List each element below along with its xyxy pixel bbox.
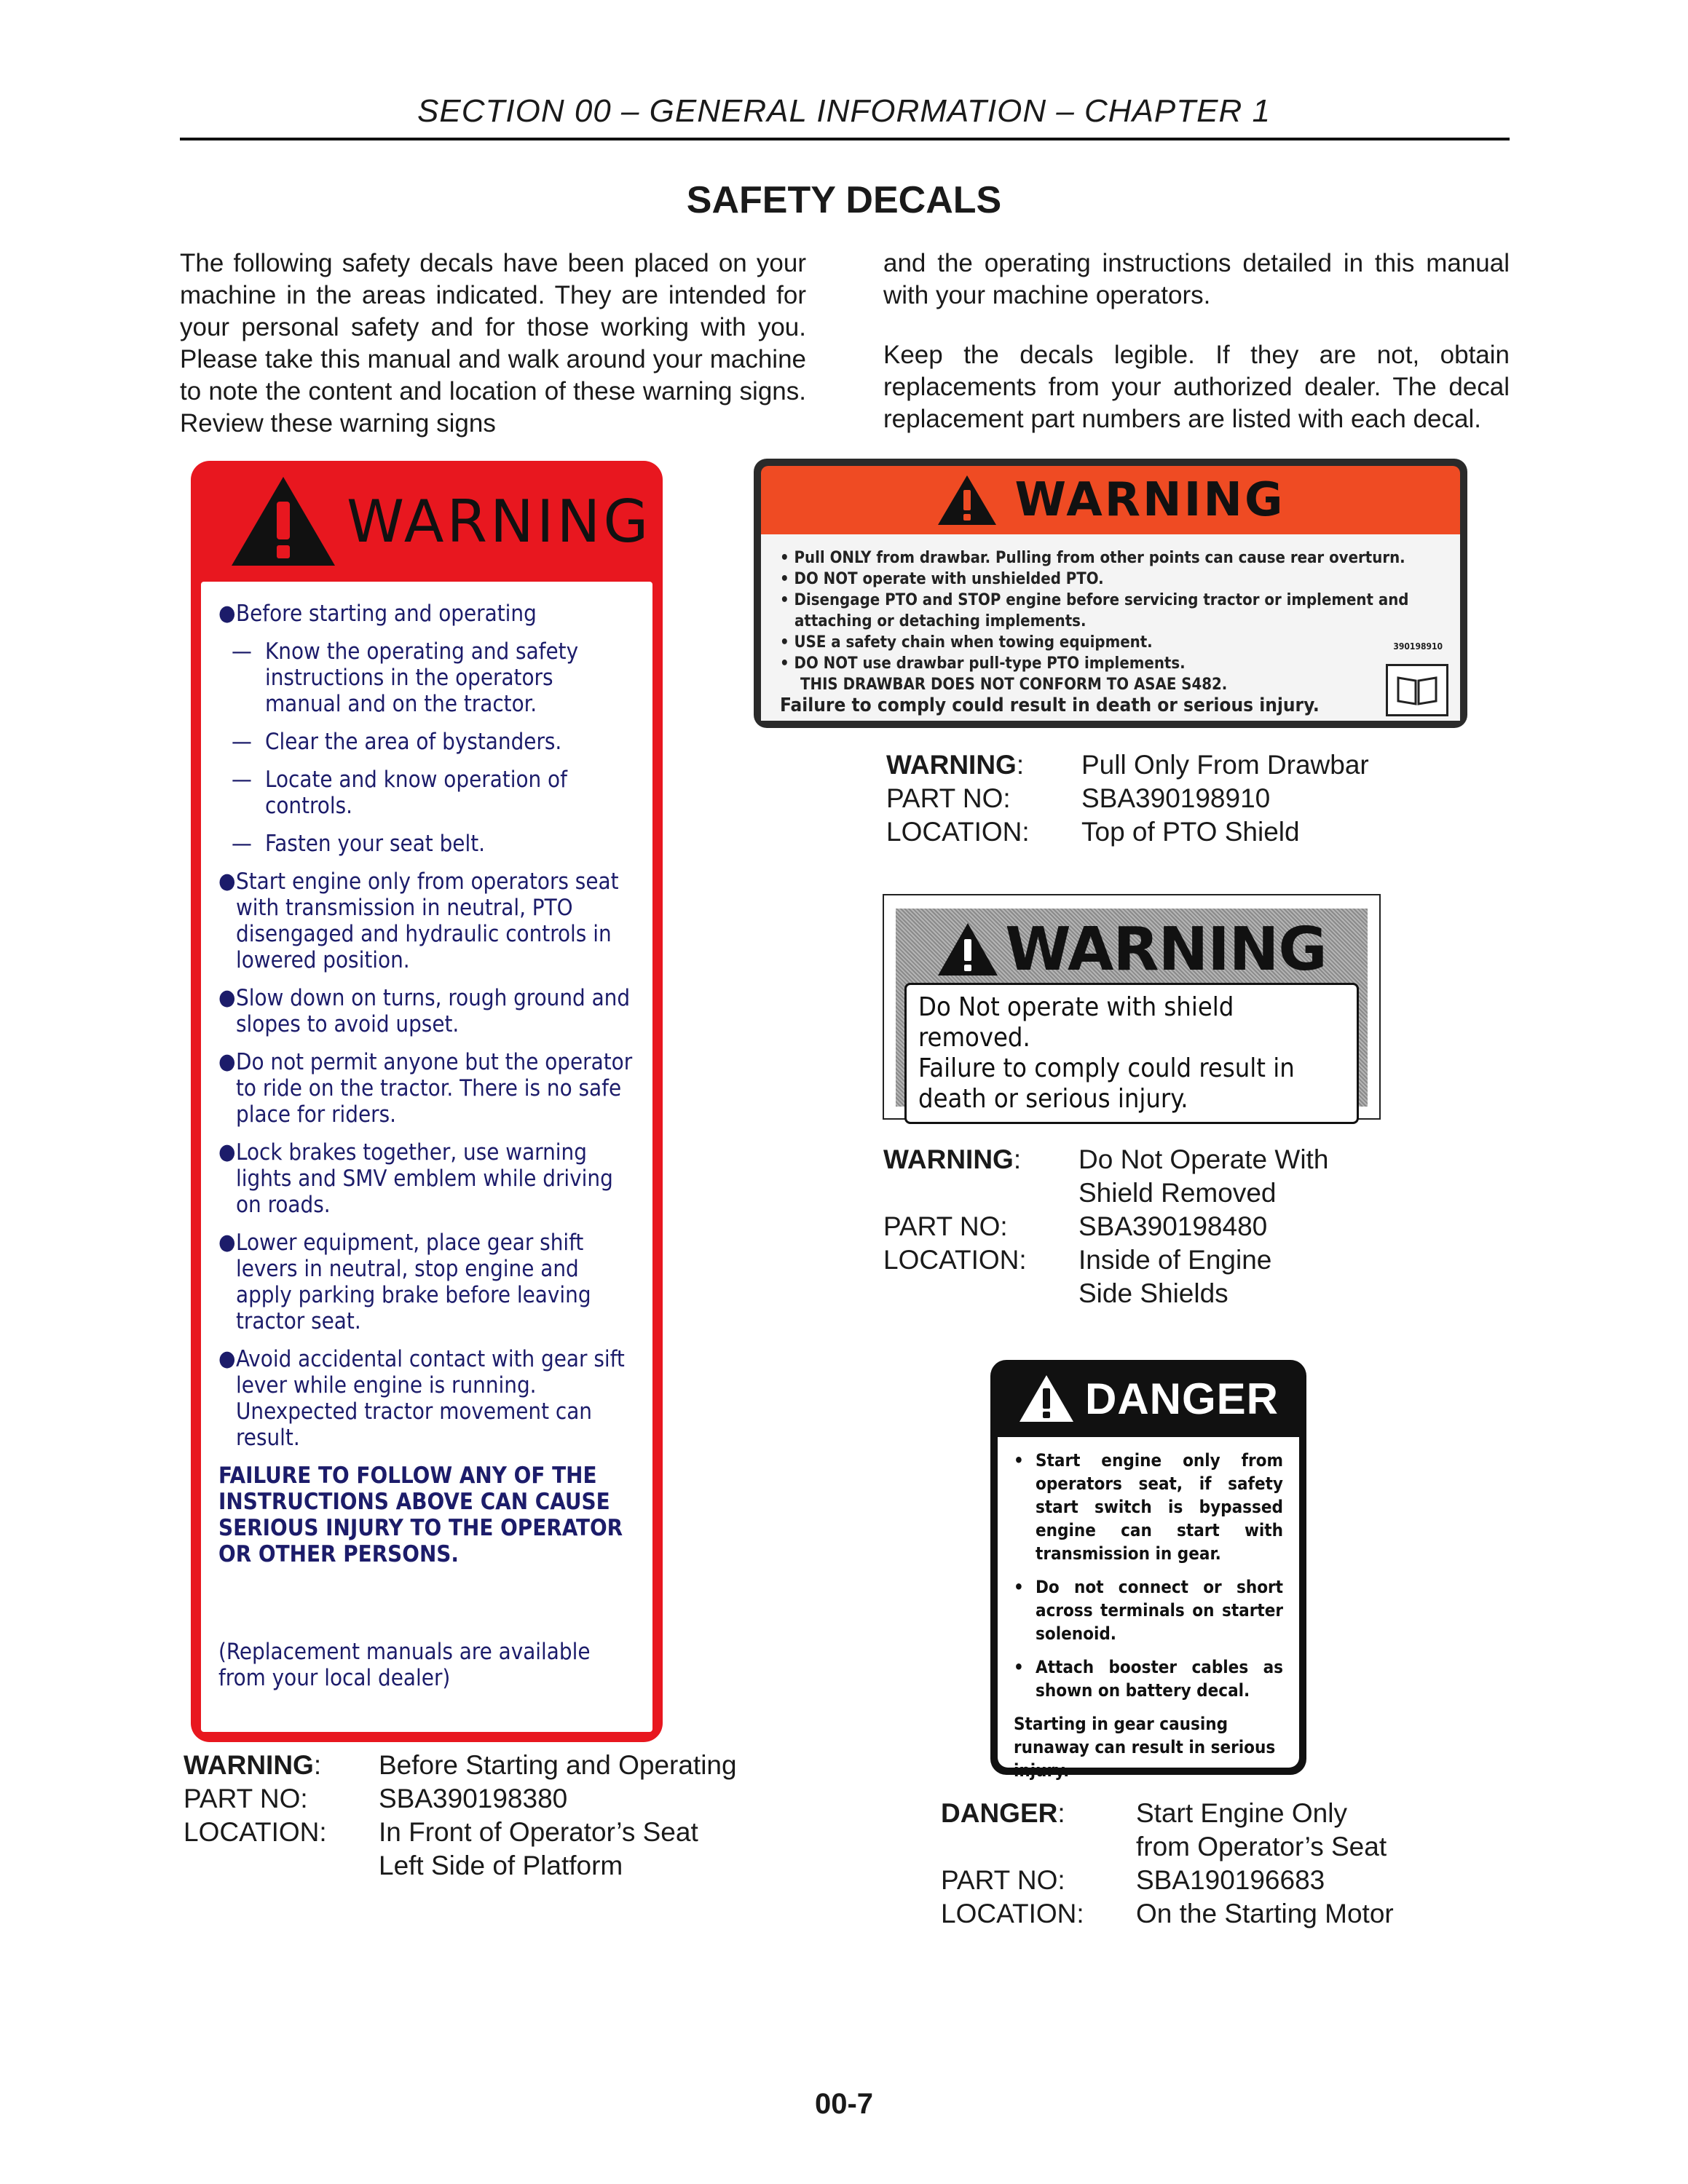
bullet-icon: ● [218,1230,236,1255]
bullet-icon: ● [218,1139,236,1165]
decal-item: Do not connect or short across terminals on starter solenoid. [1036,1577,1283,1644]
caption-label: LOCATION: [886,817,1030,847]
decal-line: • Disengage PTO and STOP engine before servicing tractor or implement and [780,591,1409,609]
caption-value: SBA190196683 [1136,1865,1325,1895]
decal-item: Lower equipment, place gear shift levers in neutral, stop engine and apply parking brake before leaving tractor seat. [236,1230,591,1334]
warning-triangle-icon [1018,1374,1075,1423]
caption-before-starting: WARNING: Before Starting and Operating PART NO: SBA390198380 LOCATION: In Front of Operator’s Seat Left Side of Platform [184,1749,810,1883]
decal-item: Start engine only from operators seat with transmission in neutral, PTO disengaged and hydraulic controls in lowered position. [236,869,619,973]
caption-value: SBA390198380 [379,1784,568,1813]
warning-triangle-icon [936,474,998,526]
intro-paragraph-continued: and the operating instructions detailed in this manual with your machine operators. [883,249,1510,309]
caption-label: WARNING [886,750,1017,780]
decal-line: death or serious injury. [918,1084,1188,1114]
decal-line: • Pull ONLY from drawbar. Pulling from other points can cause rear overturn. [780,549,1405,567]
decal-sub-item: Know the operating and safety instructions in the operators manual and on the tractor. [265,638,579,717]
decal-signal-word: DANGER [1084,1374,1279,1423]
intro-right-column [883,248,1510,435]
caption-pull-drawbar: WARNING: Pull Only From Drawbar PART NO: SBA390198910 LOCATION: Top of PTO Shield [886,748,1513,849]
decal-before-starting [191,461,663,1742]
decal-sub-item: Fasten your seat belt. [265,831,485,857]
decal-line: Failure to comply could result in [918,1053,1295,1083]
decal-header [998,1360,1299,1437]
caption-value: Start Engine Only [1136,1798,1347,1828]
decal-line: • DO NOT use drawbar pull-type PTO implements. [780,654,1186,673]
caption-value: from Operator’s Seat [1136,1832,1387,1861]
section-header: SECTION 00 – GENERAL INFORMATION – CHAPTER 1 [417,93,1271,129]
page-number: 00-7 [814,2088,874,2120]
bullet-icon: • [1014,1577,1024,1597]
decal-body [201,582,652,1732]
header-rule [180,138,1510,141]
caption-value: SBA390198910 [1081,783,1271,813]
caption-value: Left Side of Platform [379,1851,623,1880]
bullet-icon: • [1014,1657,1024,1677]
decal-line: Do Not operate with shield removed. [918,992,1234,1053]
dash-icon: — [232,729,252,755]
caption-start-engine: DANGER: Start Engine Only from Operator’s Seat PART NO: SBA190196683 LOCATION: On the Starting Motor [941,1797,1523,1931]
intro-paragraph: The following safety decals have been placed on your machine in the areas indicated. They are intended for your personal safety and for those working with you. Please take this manual and walk around your machine to note the content and location of these warning signs. Review these warning signs [180,249,806,438]
decal-item: Start engine only from operators seat, if safety start switch is bypassed engine can start with transmission in gear. [1036,1450,1283,1564]
decal-frame [896,909,1368,1114]
caption-label: LOCATION: [883,1245,1027,1275]
caption-value: Before Starting and Operating [379,1750,737,1780]
decal-item: Avoid accidental contact with gear sift lever while engine is running. Unexpected tractor movement can result. [236,1346,625,1451]
decal-pull-drawbar [754,459,1467,728]
decal-heading: Before starting and operating [236,601,537,627]
caption-value: Shield Removed [1078,1178,1277,1208]
caption-label: PART NO: [184,1784,308,1813]
decal-line: • DO NOT operate with unshielded PTO. [780,570,1104,588]
decal-header [761,466,1460,534]
decal-sub-item: Locate and know operation of controls. [265,767,567,819]
bullet-icon: • [1014,1450,1024,1471]
caption-label: PART NO: [941,1865,1065,1895]
dash-icon: — [232,831,252,857]
caption-value: Top of PTO Shield [1081,817,1300,847]
caption-value: Pull Only From Drawbar [1081,750,1369,780]
bullet-icon: ● [218,869,236,894]
dash-icon: — [232,767,252,793]
decal-part-number: 390198910 [1393,641,1443,652]
caption-value: On the Starting Motor [1136,1899,1394,1928]
caption-value: Inside of Engine [1078,1245,1272,1275]
bullet-icon: ● [218,601,236,626]
bullet-icon: ● [218,985,236,1010]
decal-item: Slow down on turns, rough ground and slopes to avoid upset. [236,985,631,1037]
decal-sub-item: Clear the area of bystanders. [265,729,562,755]
decal-failure-text: Failure to comply could result in death or serious injury. [780,695,1320,716]
caption-label: WARNING [883,1144,1014,1174]
decal-body [998,1437,1299,1781]
caption-value: In Front of Operator’s Seat [379,1817,698,1847]
decal-body [761,534,1460,721]
caption-value: SBA390198480 [1078,1211,1268,1241]
decal-footer: Starting in gear causing runaway can result in serious injury. [1014,1714,1276,1781]
bullet-icon: ● [218,1049,236,1075]
page-title: SAFETY DECALS [686,179,1002,221]
caption-label: PART NO: [883,1211,1008,1241]
dash-icon: — [232,638,252,665]
decal-start-engine-danger [990,1360,1306,1781]
decal-item: Do not permit anyone but the operator to ride on the tractor. There is no safe place for riders. [236,1049,633,1128]
decal-line: THIS DRAWBAR DOES NOT CONFORM TO ASAE S482. [800,676,1228,694]
caption-shield-removed: WARNING: Do Not Operate With Shield Removed PART NO: SBA390198480 LOCATION: Inside of Engine Side Shields [883,1143,1510,1310]
caption-label: WARNING [184,1750,314,1780]
warning-triangle-icon [229,474,338,569]
caption-label: LOCATION: [941,1899,1084,1928]
decal-failure-text: FAILURE TO FOLLOW ANY OF THE INSTRUCTIONS ABOVE CAN CAUSE SERIOUS INJURY TO THE OPERATOR OR OTHER PERSONS. [218,1463,623,1567]
intro-paragraph-legible: Keep the decals legible. If they are not, obtain replacements from your authorized dealer. The decal replacement part numbers are listed with each decal. [883,341,1510,433]
decal-signal-word: WARNING [347,487,652,555]
decal-shield-removed [883,894,1381,1120]
decal-item: Lock brakes together, use warning lights and SMV emblem while driving on roads. [236,1139,613,1218]
decal-replacement-note: (Replacement manuals are available from your local dealer) [218,1639,591,1691]
manual-book-icon [1386,664,1448,716]
caption-label: LOCATION: [184,1817,327,1847]
decal-header [201,461,652,582]
decal-header [904,916,1359,983]
bullet-icon: ● [218,1346,236,1372]
caption-label: PART NO: [886,783,1011,813]
decal-signal-word: WARNING [1014,473,1285,527]
caption-label: DANGER [941,1798,1058,1828]
decal-item: Attach booster cables as shown on battery decal. [1036,1657,1283,1701]
decal-line: • USE a safety chain when towing equipment. [780,633,1153,652]
caption-value: Do Not Operate With [1078,1144,1329,1174]
warning-triangle-icon [936,922,999,977]
intro-left-column [180,248,806,440]
decal-signal-word: WARNING [1005,914,1327,984]
caption-value: Side Shields [1078,1278,1228,1308]
decal-message [904,983,1359,1124]
decal-line: attaching or detaching implements. [794,612,1086,630]
